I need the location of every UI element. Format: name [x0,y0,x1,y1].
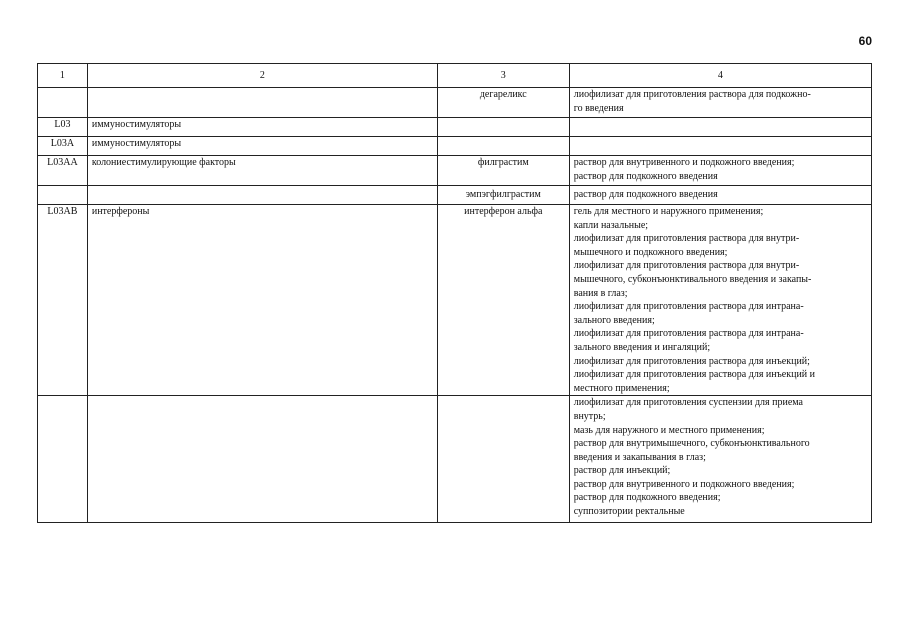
dosage-form-line: мазь для наружного и местного применения; [573,424,765,436]
dosage-form-line: внутрь; [573,410,606,422]
dosage-form-line: лиофилизат для приготовления раствора для инъекций и [573,369,816,381]
dosage-form-line: лиофилизат для приготовления раствора для внутри- [573,260,800,272]
table-row [38,186,872,205]
dosage-form-line: мышечного, субконъюнктивального введения и закапы- [573,273,812,285]
dosage-form-line: введения и закапывания в глаз; [573,451,706,463]
drug-name-cell [437,118,569,137]
atc-code-cell: L03AB [38,205,88,396]
atc-code-cell: L03A [38,137,88,156]
dosage-forms-cell [569,88,871,118]
group-name-cell: колониестимулирующие факторы [87,156,437,186]
dosage-form-line: суппозитории ректальные [573,506,685,518]
dosage-form-line: раствор для подкожного введения [573,189,718,200]
header-col-1: 1 [38,64,88,88]
header-col-4: 4 [569,64,871,88]
group-name-cell: иммуностимуляторы [87,118,437,137]
dosage-form-line: го введения [573,102,624,114]
drug-name-cell: дегареликс [437,88,569,118]
dosage-form-line: лиофилизат для приготовления суспензии для приема [573,397,803,409]
dosage-forms-cell [569,137,871,156]
drug-table [37,63,872,523]
dosage-form-line: зального введения и ингаляций; [573,341,711,353]
dosage-form-line: мышечного и подкожного введения; [573,246,728,258]
dosage-forms-cell [569,205,871,396]
table-row [38,396,872,523]
dosage-form-line: лиофилизат для приготовления раствора для инъекций; [573,355,810,367]
group-name-cell [87,186,437,205]
drug-name-cell [437,137,569,156]
dosage-form-line: лиофилизат для приготовления раствора для внутри- [573,233,800,245]
table-row [38,88,872,118]
page-number: 60 [858,34,872,48]
dosage-form-line: раствор для инъекций; [573,465,671,477]
group-name-cell [87,88,437,118]
header-col-3: 3 [437,64,569,88]
drug-name-cell: филграстим [437,156,569,186]
table-row [38,118,872,137]
header-col-2: 2 [87,64,437,88]
dosage-forms-cell [569,156,871,186]
drug-name-cell: эмпэгфилграстим [437,186,569,205]
atc-code-cell: L03AA [38,156,88,186]
table-row [38,137,872,156]
dosage-form-line: зального введения; [573,314,655,326]
dosage-form-line: раствор для подкожного введения; [573,492,721,504]
dosage-forms-cell [569,186,871,205]
dosage-form-line: капли назальные; [573,219,649,231]
table-row [38,156,872,186]
dosage-forms-cell [569,118,871,137]
dosage-form-line: местного применения; [573,382,670,394]
dosage-forms-cell [569,396,871,523]
atc-code-cell [38,88,88,118]
dosage-form-line: вания в глаз; [573,287,628,299]
dosage-form-line: раствор для внутривенного и подкожного введения; [573,478,795,490]
atc-code-cell [38,396,88,523]
group-name-cell: интерфероны [87,205,437,396]
atc-code-cell: L03 [38,118,88,137]
group-name-cell [87,396,437,523]
dosage-form-line: лиофилизат для приготовления раствора для интрана- [573,328,804,340]
dosage-form-line: раствор для внутримышечного, субконъюнктивального [573,438,810,450]
dosage-form-line: раствор для подкожного введения [573,170,718,182]
atc-code-cell [38,186,88,205]
table-header-row [38,64,872,88]
dosage-form-line: гель для местного и наружного применения; [573,206,764,217]
dosage-form-line: лиофилизат для приготовления раствора для подкожно- [573,89,811,100]
group-name-cell: иммуностимуляторы [87,137,437,156]
drug-name-cell [437,396,569,523]
drug-name-cell: интерферон альфа [437,205,569,396]
table-row [38,205,872,396]
dosage-form-line: раствор для внутривенного и подкожного введения; [573,157,795,168]
dosage-form-line: лиофилизат для приготовления раствора для интрана- [573,301,804,313]
